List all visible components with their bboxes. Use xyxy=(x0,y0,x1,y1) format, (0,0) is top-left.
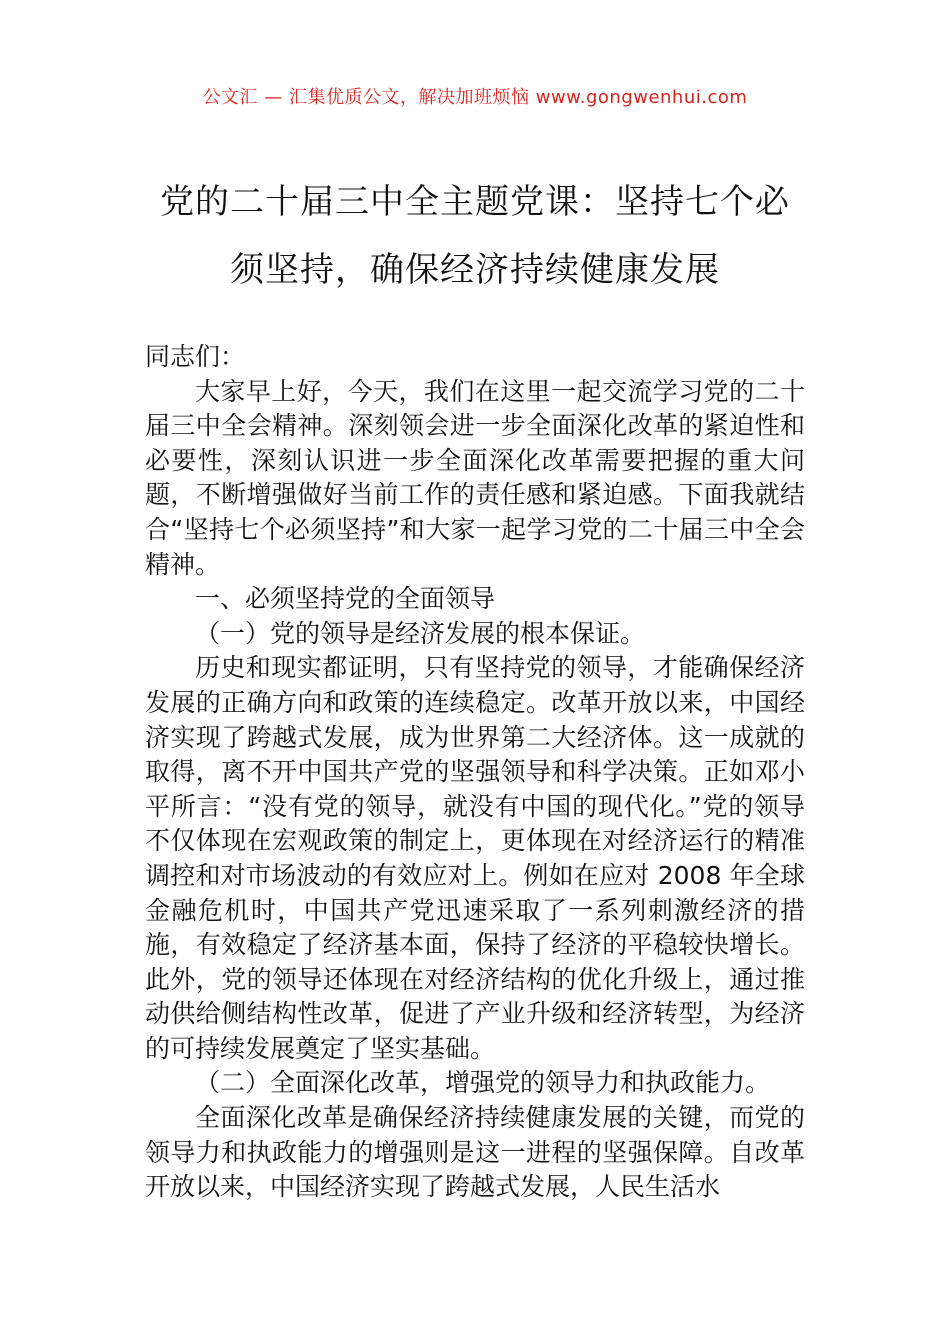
document-body xyxy=(145,340,805,1205)
section-heading-1: 一、必须坚持党的全面领导 xyxy=(195,584,496,614)
salutation: 同志们： xyxy=(145,342,246,371)
subsection-heading-1: （一）党的领导是经济发展的根本保证。 xyxy=(195,618,646,648)
paragraph-leadership: 历史和现实都证明，只有坚持党的领导，才能确保经济发展的正确方向和政策的连续稳定。改革开放以来，中国经济实现了跨越式发展，成为世界第二大经济体。这一成就的取得，离不开中国共产党的坚强领导和科学决策。正如邓小平所言：“没有党的领导，就没有中国的现代化。”党的领导不仅体现在宏观政策的制定上，更体现在对经济运行的精准调控和对市场波动的有效应对上。例如在应对 2008 年全球金融危机时，中国共产党迅速采取了一系列刺激经济的措施，有效稳定了经济基本面，保持了经济的平稳较快增长。此外，党的领导还体现在对经济结构的优化升级上，通过推动供给侧结构性改革，促进了产业升级和经济转型，为经济的可持续发展奠定了坚实基础。 xyxy=(145,653,805,1063)
document-title xyxy=(145,168,805,304)
site-banner: 公文汇 — 汇集优质公文，解决加班烦恼 www.gongwenhui.com xyxy=(202,87,748,108)
subsection-heading-2: （二）全面深化改革，增强党的领导力和执政能力。 xyxy=(195,1068,771,1098)
paragraph-intro: 大家早上好，今天，我们在这里一起交流学习党的二十届三中全会精神。深刻领会进一步全面深化改革的紧迫性和必要性，深刻认识进一步全面深化改革需要把握的重大问题，不断增强做好当前工作的责任感和紧迫感。下面我就结合“坚持七个必须坚持”和大家一起学习党的二十届三中全会精神。 xyxy=(145,376,805,579)
title-line-1: 党的二十届三中全主题党课：坚持七个必 xyxy=(160,182,790,222)
paragraph-reform: 全面深化改革是确保经济持续健康发展的关键，而党的领导力和执政能力的增强则是这一进程的坚强保障。自改革开放以来，中国经济实现了跨越式发展，人民生活水 xyxy=(145,1103,805,1202)
title-line-2: 须坚持，确保经济持续健康发展 xyxy=(230,250,720,290)
